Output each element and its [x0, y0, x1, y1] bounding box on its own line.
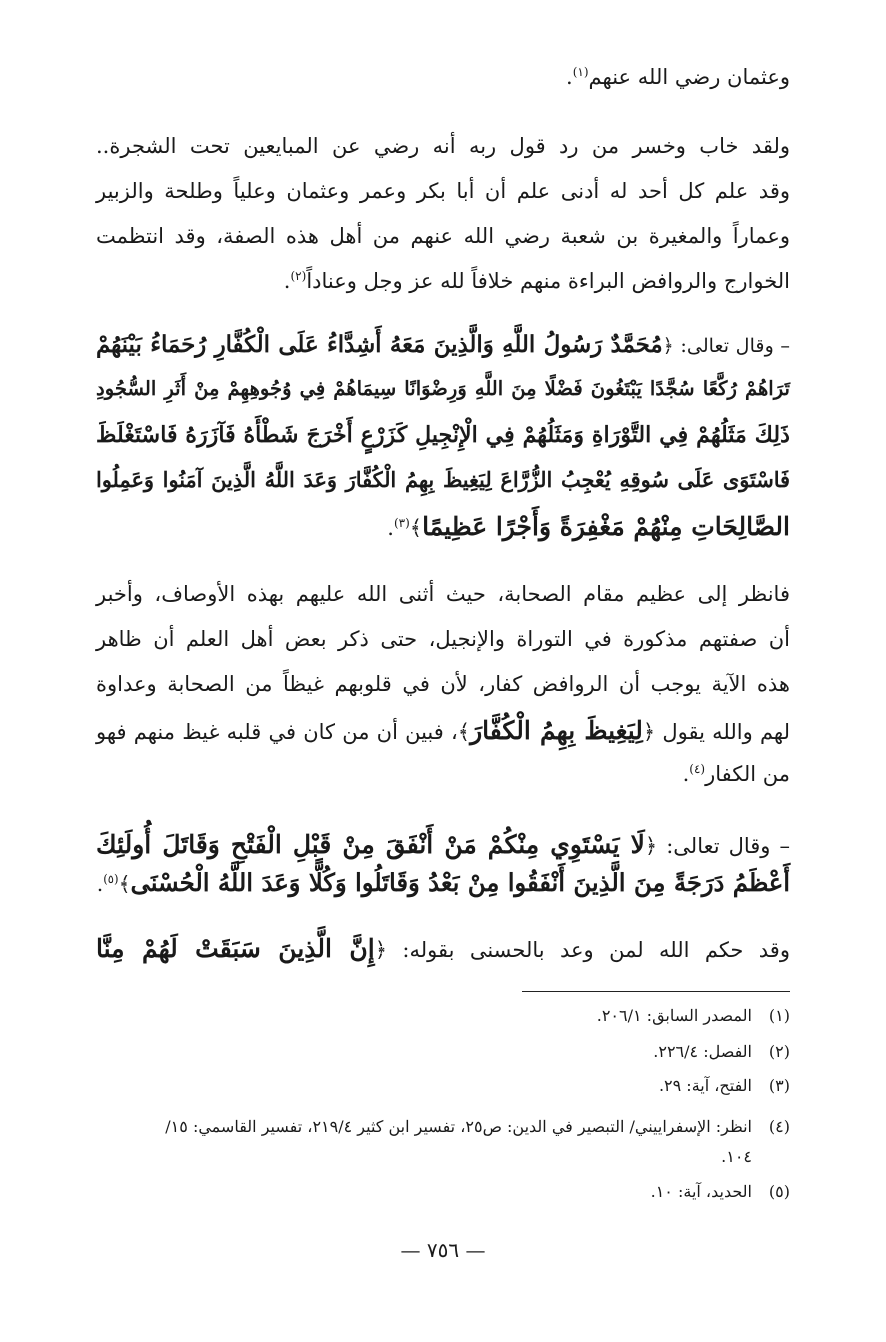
- paragraph-4-line-5: [96, 759, 790, 789]
- text-run: هذه الآية يوجب أن الروافض كفار، لأن في قلوبهم غيظاً من الصحابة وعداوة: [96, 672, 790, 696]
- quran-verse: لَا يَسْتَوِي مِنْكُمْ مَنْ أَنْفَقَ مِنْ قَبْلِ الْفَتْحِ وَقَاتَلَ أُولَئِكَ: [96, 830, 645, 859]
- paragraph-6-line-1: [96, 932, 790, 966]
- quran-verse: ذَلِكَ مَثَلُهُمْ فِي التَّوْرَاةِ وَمَثَلُهُمْ فِي الْإِنْجِيلِ كَزَرْعٍ أَخْرَجَ شَطْأَهُ فَآزَرَهُ فَاسْتَغْلَظَ: [96, 422, 790, 448]
- quran-verse: إِنَّ الَّذِينَ سَبَقَتْ لَهُمْ مِنَّا: [96, 934, 375, 963]
- footnote-ref-1[interactable]: (١): [572, 65, 589, 79]
- paragraph-3-line-3: [96, 418, 790, 452]
- paragraph-1-line-1: [96, 62, 790, 92]
- paragraph-4-line-2: [96, 624, 790, 654]
- text-run: وقد علم كل أحد له أدنى علم أن أبا بكر وعمر وعثمان وعلياً وطلحة والزبير: [96, 179, 790, 203]
- paragraph-3-line-4: [96, 463, 790, 497]
- paragraph-3-line-5: [96, 510, 790, 544]
- footnote-4: [96, 1115, 790, 1139]
- paragraph-2-line-3: [96, 221, 790, 251]
- text-run: ﴾: [409, 516, 423, 540]
- text-run: وقد حكم الله لمن وعد بالحسنى بقوله: ﴿: [374, 938, 790, 962]
- quran-verse: لِيَغِيظَ بِهِمُ الْكُفَّارَ: [470, 716, 643, 745]
- text-run: وعماراً والمغيرة بن شعبة رضي الله عنهم من أهل هذه الصفة، وقد انتظمت: [96, 224, 790, 248]
- footnote-3: [96, 1074, 790, 1098]
- page-number: — ٧٥٦ —: [400, 1238, 486, 1262]
- text-run: – وقال تعالى: ﴿: [662, 334, 790, 357]
- text-run: .: [96, 872, 104, 896]
- footnote-ref-2[interactable]: (٢): [290, 269, 307, 283]
- quran-verse: الصَّالِحَاتِ مِنْهُمْ مَغْفِرَةً وَأَجْرًا عَظِيمًا: [422, 512, 790, 541]
- footnote-number: (٢): [768, 1042, 790, 1061]
- paragraph-4-line-1: [96, 579, 790, 609]
- footnote-number: (١): [768, 1006, 790, 1025]
- text-run: وعثمان رضي الله عنهم: [588, 65, 790, 89]
- text-run: أن صفتهم مذكورة في التوراة والإنجيل، حتى ذكر بعض أهل العلم أن ظاهر: [96, 627, 790, 651]
- footnote-number: (٥): [768, 1182, 790, 1201]
- text-run: لهم والله يقول ﴿: [642, 720, 790, 744]
- footnote-ref-4[interactable]: (٤): [689, 762, 706, 776]
- text-run: فانظر إلى عظيم مقام الصحابة، حيث أثنى الله عليهم بهذه الأوصاف، وأخبر: [96, 582, 790, 606]
- footnote-ref-5[interactable]: (٥): [103, 872, 119, 887]
- footnote-separator: [522, 991, 790, 992]
- footnote-2: [96, 1040, 790, 1064]
- footnote-1: [96, 1004, 790, 1028]
- text-run: .: [387, 516, 394, 540]
- footnote-text: انظر: الإسفراييني/ التبصير في الدين: ص٢٥، تفسير ابن كثير ٢١٩/٤، تفسير القاسمي: ١٥/: [165, 1117, 752, 1136]
- paragraph-2-line-2: [96, 176, 790, 206]
- paragraph-5-line-1: [96, 828, 790, 862]
- footnote-number: (٣): [768, 1076, 790, 1095]
- footnote-text: الفتح، آية: ٢٩.: [658, 1076, 752, 1095]
- paragraph-5-line-2: [96, 866, 790, 900]
- quran-verse: مُحَمَّدٌ رَسُولُ اللَّهِ وَالَّذِينَ مَعَهُ أَشِدَّاءُ عَلَى الْكُفَّارِ رُحَمَاءُ بَيْنَهُمْ: [96, 332, 663, 358]
- text-run: ﴾، فبين أن من كان في قلبه غيظ منهم فهو: [96, 720, 471, 744]
- footnote-text: الفصل: ٢٢٦/٤.: [653, 1042, 752, 1061]
- text-run: .: [283, 269, 291, 293]
- footnote-text: المصدر السابق: ٢٠٦/١.: [596, 1006, 752, 1025]
- paragraph-3-line-1: [96, 328, 790, 362]
- text-run: من الكفار: [705, 762, 790, 786]
- footnote-number: (٤): [768, 1117, 790, 1136]
- text-run: ﴾: [118, 872, 131, 896]
- text-run: .: [682, 762, 690, 786]
- quran-verse: فَاسْتَوَى عَلَى سُوقِهِ يُعْجِبُ الزُّرَّاعَ لِيَغِيظَ بِهِمُ الْكُفَّارَ وَعَدَ اللَّهُ الَّذِينَ آمَنُوا وَعَمِلُوا: [96, 467, 790, 492]
- footnote-4-continuation: [721, 1145, 752, 1169]
- paragraph-4-line-4: [96, 714, 790, 748]
- paragraph-2-line-1: [96, 131, 790, 161]
- paragraph-4-line-3: [96, 669, 790, 699]
- quran-verse: تَرَاهُمْ رُكَّعًا سُجَّدًا يَبْتَغُونَ فَضْلًا مِنَ اللَّهِ وَرِضْوَانًا سِيمَاهُمْ فِي وُجُوهِهِمْ مِنْ أَثَرِ السُّجُودِ: [96, 377, 790, 400]
- paragraph-2-line-4: [96, 266, 790, 296]
- text-run: .: [566, 65, 573, 89]
- text-run: ولقد خاب وخسر من رد قول ربه أنه رضي عن المبايعين تحت الشجرة..: [96, 134, 790, 158]
- text-run: الخوارج والروافض البراءة منهم خلافاً لله عز وجل وعناداً: [306, 269, 790, 293]
- footnote-ref-3[interactable]: (٣): [393, 516, 410, 530]
- footnote-5: [96, 1180, 790, 1204]
- text-run: – وقال تعالى: ﴿: [644, 834, 790, 858]
- footnote-text: الحديد، آية: ١٠.: [650, 1182, 752, 1201]
- paragraph-3-line-2: [96, 372, 790, 406]
- footnote-text: ١٠٤.: [721, 1147, 752, 1166]
- quran-verse: أَعْظَمُ دَرَجَةً مِنَ الَّذِينَ أَنْفَقُوا مِنْ بَعْدُ وَقَاتَلُوا وَكُلًّا وَعَدَ اللَّهُ الْحُسْنَى: [130, 868, 790, 897]
